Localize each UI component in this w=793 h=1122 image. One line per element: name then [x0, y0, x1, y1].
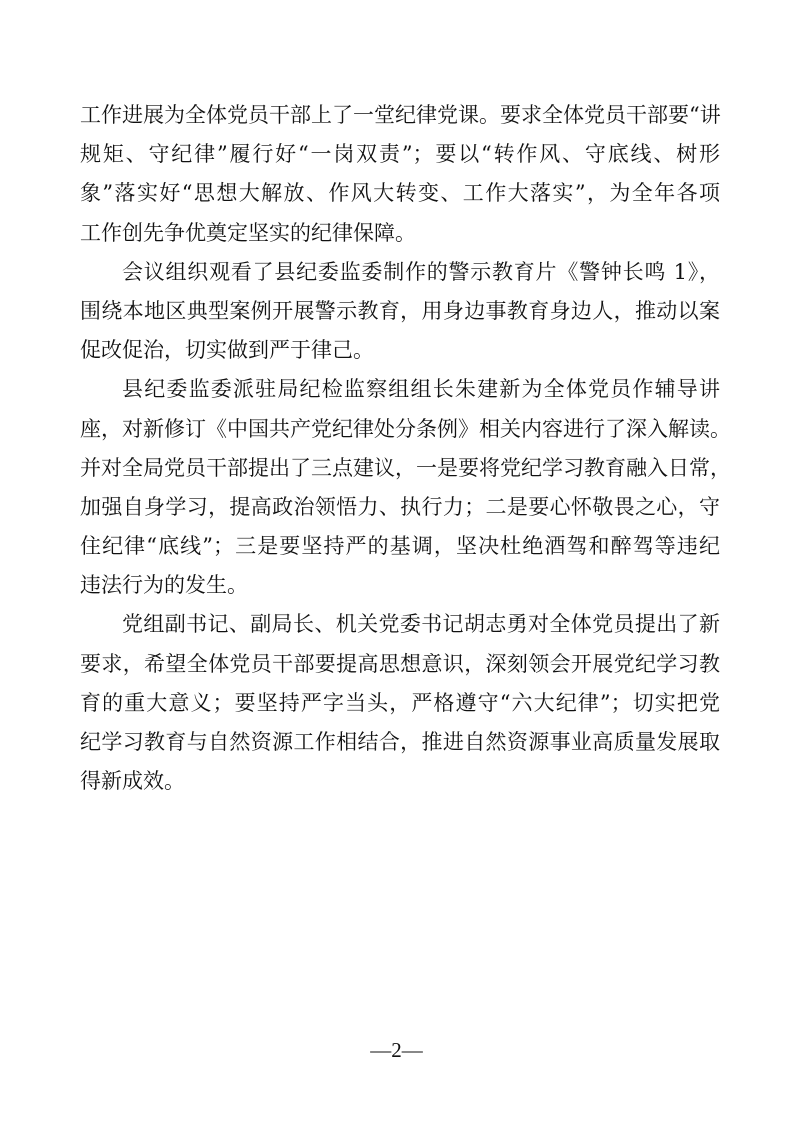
text-line: 住纪律“底线”；三是要坚持严的基调，坚决杜绝酒驾和醉驾等违纪 [80, 534, 720, 559]
text-line: 会议组织观看了县纪委监委制作的警示教育片《警钟长鸣 1》， [122, 259, 720, 284]
text-line: 纪学习教育与自然资源工作相结合，推进自然资源事业高质量发展取 [80, 730, 720, 754]
text-line: 工作创先争优奠定坚实的纪律保障。 [80, 220, 416, 245]
text-line: 座，对新修订《中国共产党纪律处分条例》相关内容进行了深入解读。 [80, 416, 731, 441]
paragraph-2 [80, 253, 720, 371]
paragraph-1 [80, 96, 720, 253]
text-line: 县纪委监委派驻局纪检监察组组长朱建新为全体党员作辅导讲 [122, 377, 720, 402]
text-line: 工作进展为全体党员干部上了一堂纪律党课。要求全体党员干部要“讲 [80, 103, 721, 127]
text-line: 象”落实好“思想大解放、作风大转变、工作大落实”，为全年各项 [80, 181, 720, 206]
text-line: 党组副书记、副局长、机关党委书记胡志勇对全体党员提出了新 [122, 612, 720, 637]
text-line: 得新成效。 [80, 769, 185, 794]
text-line: 促改促治，切实做到严于律己。 [80, 338, 374, 363]
text-line: 规矩、守纪律”履行好“一岗双责”；要以“转作风、守底线、树形 [80, 142, 720, 167]
paragraph-3 [80, 370, 731, 605]
text-line: 并对全局党员干部提出了三点建议，一是要将党纪学习教育融入日常， [80, 455, 731, 480]
text-line: 违法行为的发生。 [80, 573, 248, 598]
text-line: 要求，希望全体党员干部要提高思想意识，深刻领会开展党纪学习教 [80, 651, 720, 676]
document-body [80, 96, 731, 801]
text-line: 育的重大意义；要坚持严字当头，严格遵守“六大纪律”；切实把党 [80, 690, 720, 715]
text-line: 围绕本地区典型案例开展警示教育，用身边事教育身边人，推动以案 [80, 298, 720, 323]
text-line: 加强自身学习，提高政治领悟力、执行力；二是要心怀敬畏之心，守 [80, 494, 720, 519]
page-number: —2— [370, 1038, 423, 1062]
paragraph-4 [80, 605, 720, 801]
